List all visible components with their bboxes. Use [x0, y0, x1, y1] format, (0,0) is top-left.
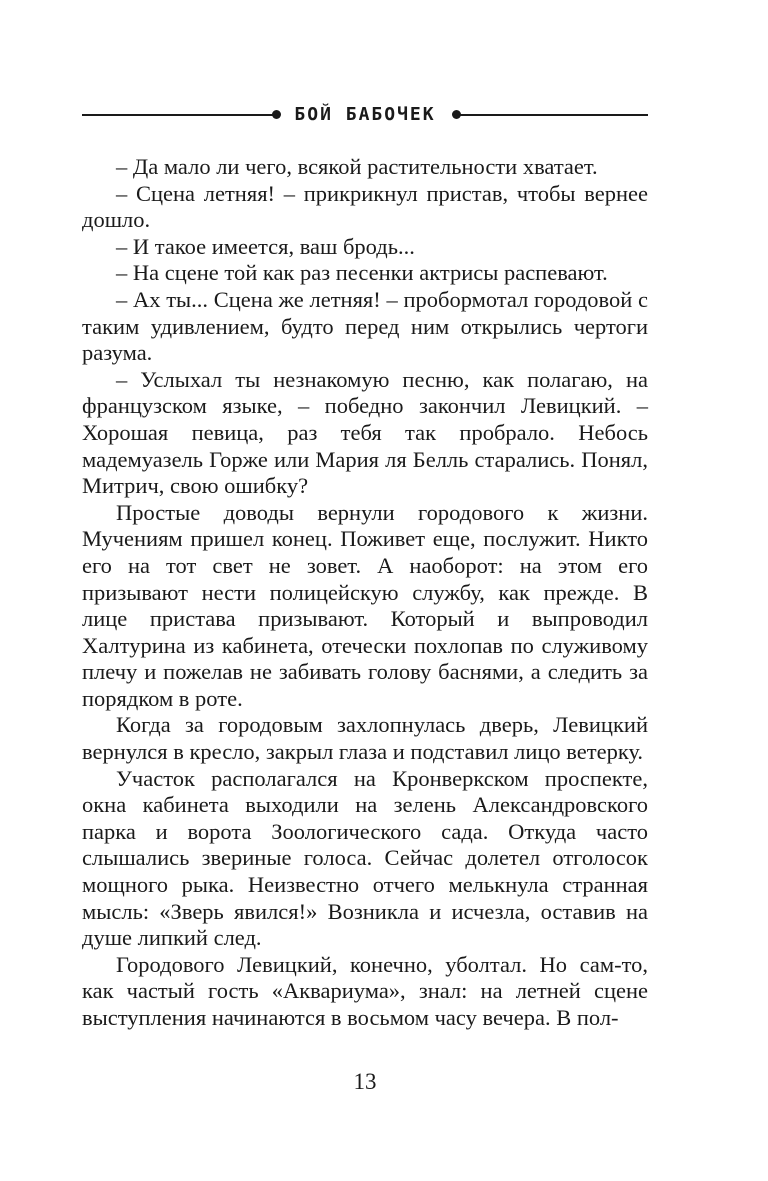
running-header — [82, 100, 648, 130]
paragraph: – Услыхал ты незнакомую песню, как полагаю, на французском языке, – победно закончил Левицкий. – Хорошая певица, раз тебя так пробрало. Небось мадемуазель Горже или Мария ля Белль старались. Понял, Митрич, свою ошибку? — [82, 366, 648, 499]
paragraph: – Ах ты... Сцена же летняя! – пробормотал городовой с таким удивлением, будто перед ним открылись чертоги разума. — [82, 286, 648, 366]
header-rule-left — [82, 114, 275, 116]
paragraph: Участок располагался на Кронверкском проспекте, окна кабинета выходили на зелень Александровского парка и ворота Зоологического сада. Откуда часто слышались звериные голоса. Сейчас долетел отголосок мощного рыка. Неизвестно отчего мелькнула странная мысль: «Зверь явился!» Возникла и исчезла, оставив на душе липкий след. — [82, 765, 648, 951]
paragraph: Городового Левицкий, конечно, уболтал. Но сам-то, как частый гость «Аквариума», знал: на летней сцене выступления начинаются в восьмом часу вечера. В пол- — [82, 951, 648, 1030]
paragraph: – Сцена летняя! – прикрикнул пристав, чтобы вернее дошло. — [82, 180, 648, 233]
page-number: 13 — [353, 1069, 377, 1094]
paragraph: Простые доводы вернули городового к жизни. Мучениям пришел конец. Поживет еще, послужит. Никто его на тот свет не зовет. А наоборот: на этом его призывают нести полицейскую службу, как прежде. В лице пристава призывают. Который и выпроводил Халтурина из кабинета, отечески похлопав по служивому плечу и пожелав не забивать голову баснями, а следить за порядком в роте. — [82, 499, 648, 711]
paragraph: – На сцене той как раз песенки актрисы распевают. — [116, 260, 608, 286]
paragraph: – Да мало ли чего, всякой растительности хватает. — [116, 154, 598, 179]
body-text — [82, 154, 648, 1032]
header-bullet-left-icon — [272, 110, 281, 119]
paragraph: – И такое имеется, ваш бродь... — [116, 233, 415, 259]
running-title: БОЙ БАБОЧЕК — [294, 104, 436, 125]
paragraph: Когда за городовым захлопнулась дверь, Левицкий вернулся в кресло, закрыл глаза и подставил лицо ветерку. — [82, 712, 648, 765]
header-rule-right — [458, 114, 648, 116]
